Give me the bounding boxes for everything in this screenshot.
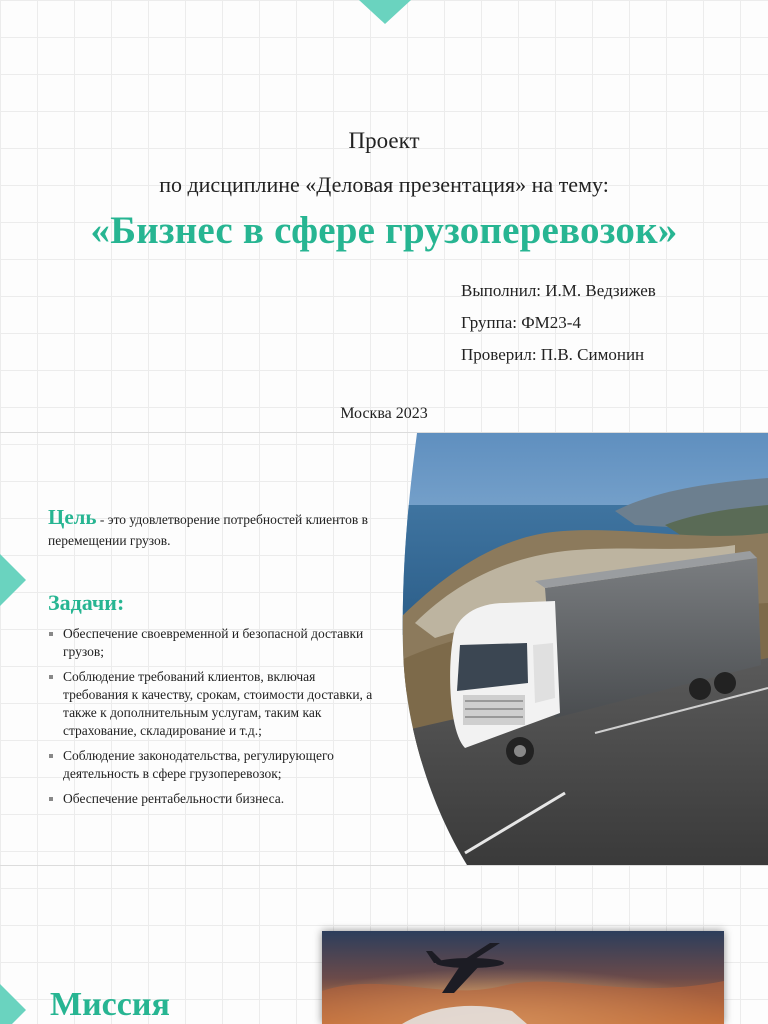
list-item: Соблюдение законодательства, регулирующего деятельность в сфере грузоперевозок; [48,747,378,783]
triangle-decoration [0,554,26,606]
goal-keyword: Цель [48,505,97,529]
goal-text: - это удовлетворение потребностей клиентов в перемещении грузов. [48,512,368,548]
project-label: Проект [348,128,420,153]
presentation-title: «Бизнес в сфере грузоперевозок» [90,209,678,252]
title-slide [0,0,768,432]
goal-paragraph [48,507,378,551]
triangle-decoration [0,984,26,1024]
bullet-icon [49,797,53,801]
triangle-decoration [359,0,411,24]
tasks-list [48,625,378,815]
bullet-icon [49,754,53,758]
airplane-photo [322,931,724,1024]
list-item: Обеспечение своевременной и безопасной доставки грузов; [48,625,378,661]
bullet-icon [49,632,53,636]
tasks-heading: Задачи: [48,590,125,615]
list-item: Соблюдение требований клиентов, включая требования к качеству, срокам, стоимости доставки, а также к дополнительным услугам, таким как страхование, складирование и т.д.; [48,668,378,740]
checker-line: Проверил: П.В. Симонин [461,345,645,364]
author-line: Выполнил: И.М. Ведзижев [461,281,656,300]
bullet-icon [49,675,53,679]
mission-slide [0,866,768,1024]
city-year: Москва 2023 [340,405,428,422]
mission-heading: Миссия [50,986,170,1023]
group-line: Группа: ФМ23-4 [461,313,581,332]
list-item: Обеспечение рентабельности бизнеса. [48,790,378,808]
discipline-line: по дисциплине «Деловая презентация» на тему: [159,172,609,197]
truck-photo [395,433,768,865]
goals-slide [0,433,768,865]
